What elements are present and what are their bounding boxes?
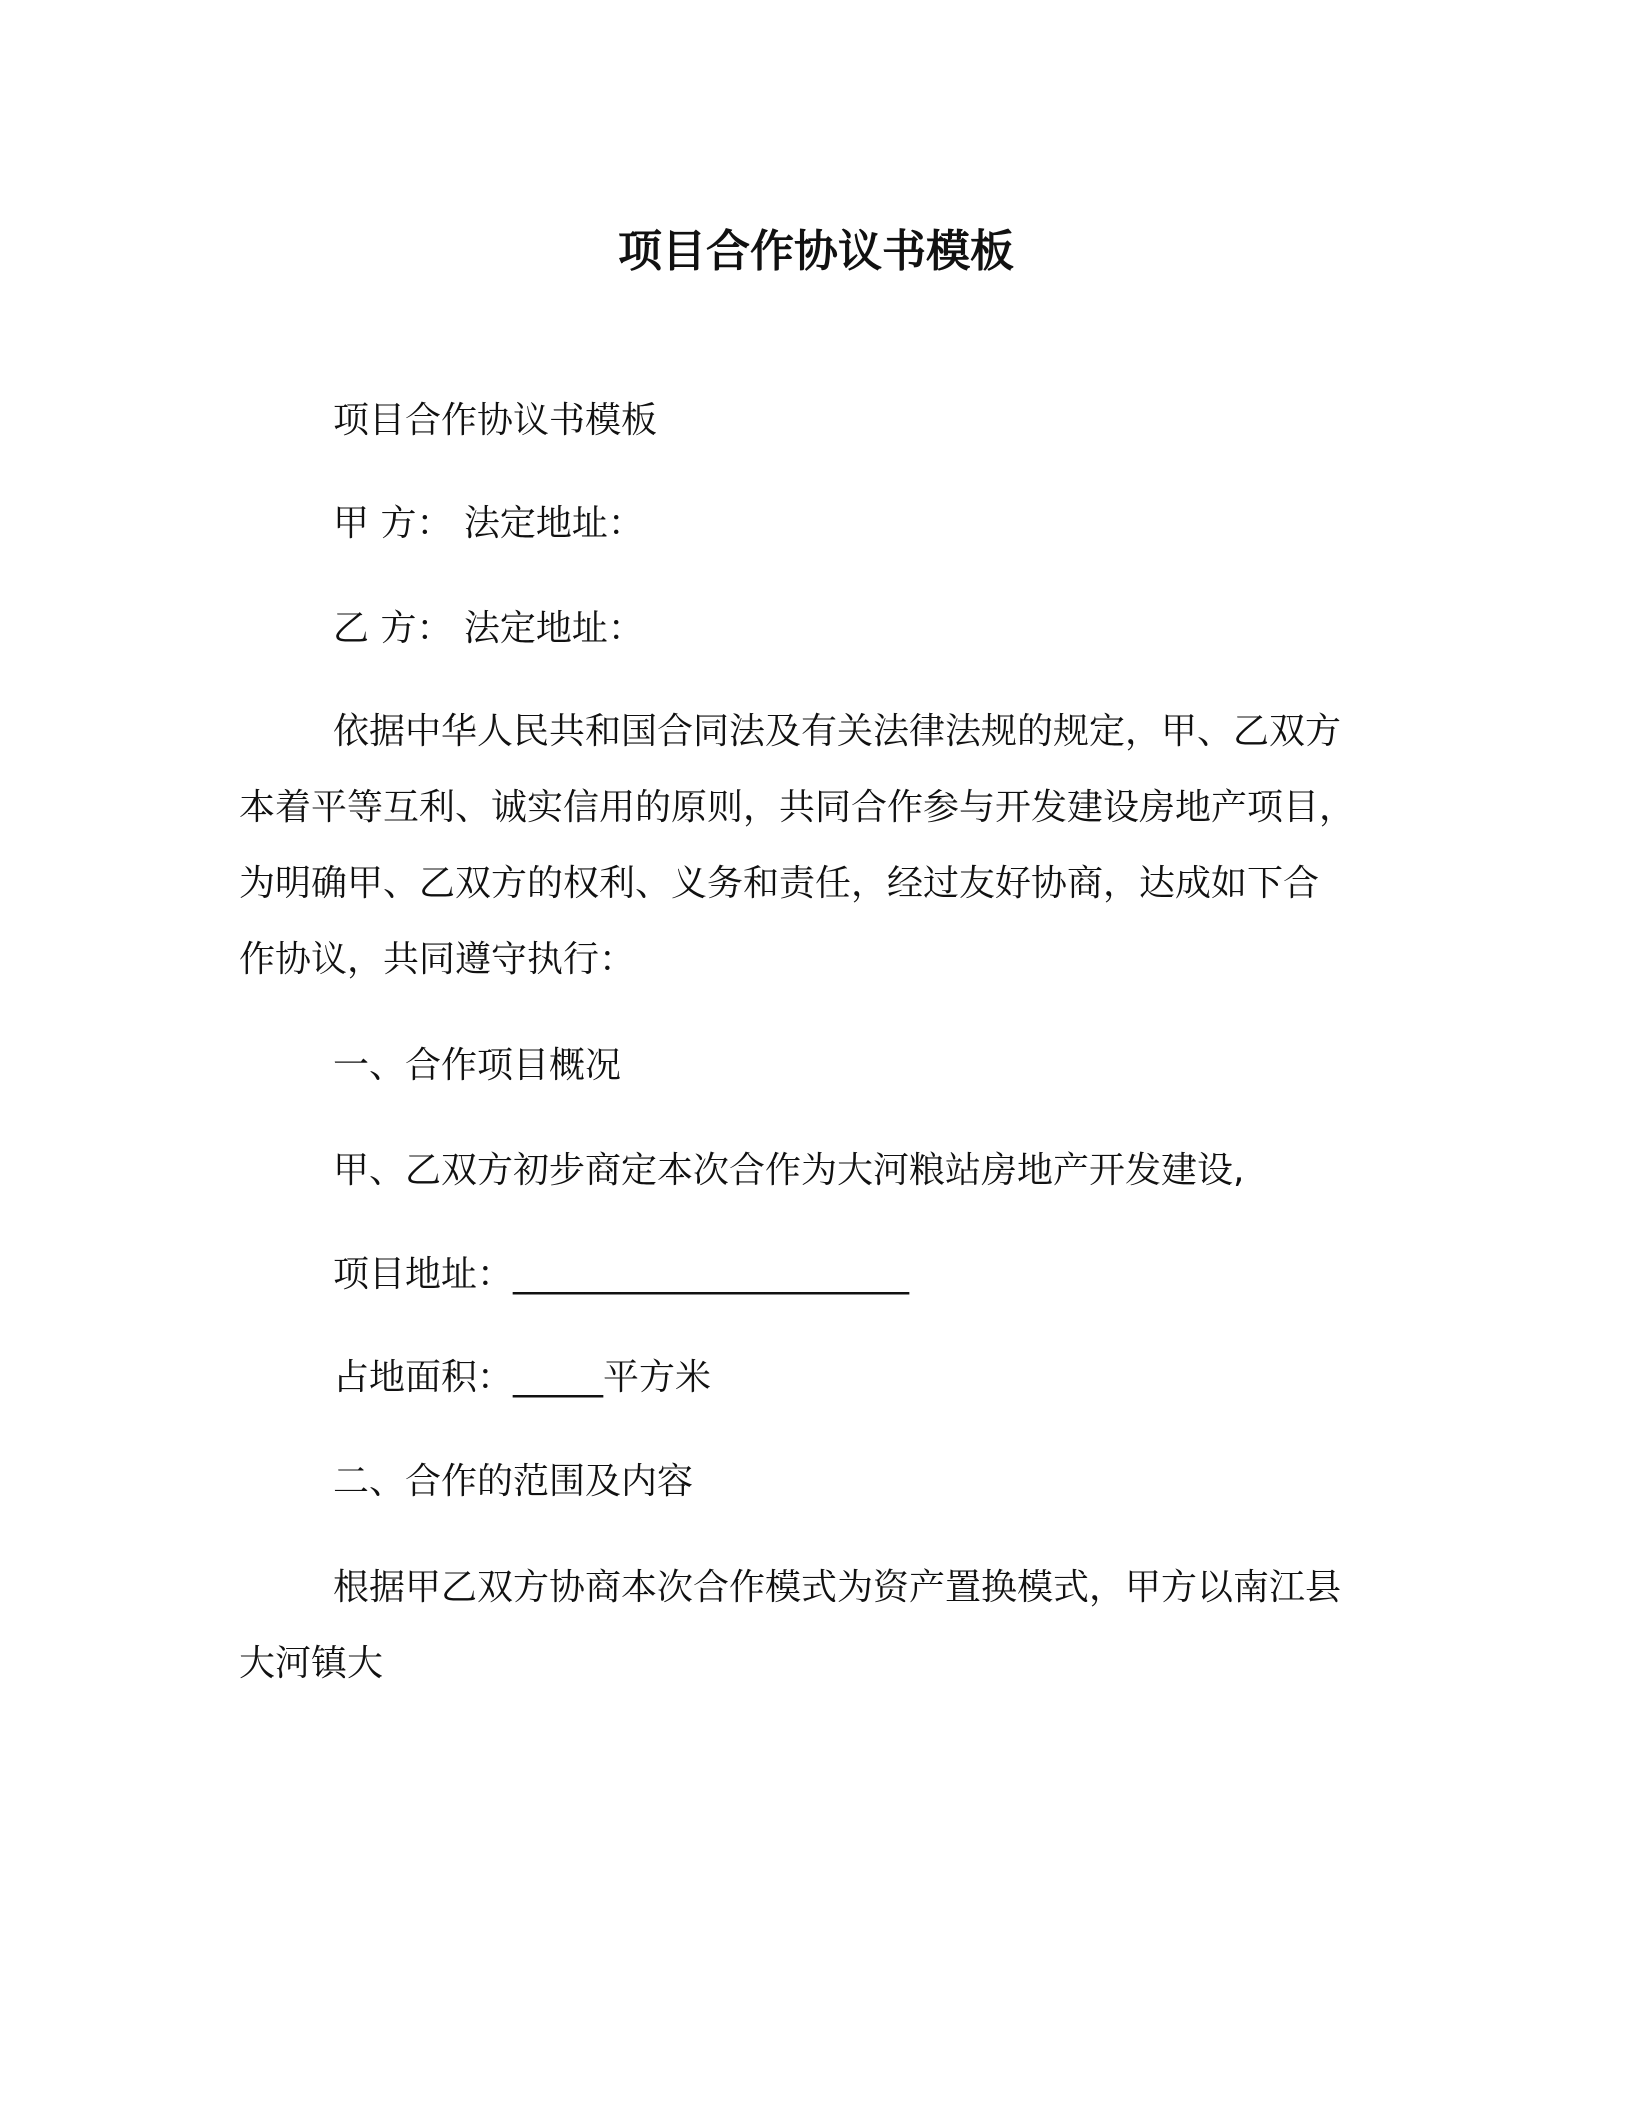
preamble-line-1: 依据中华人民共和国合同法及有关法律法规的规定，甲、乙双方 <box>333 711 1342 752</box>
preamble-line-4: 作协议，共同遵守执行： <box>239 939 636 980</box>
preamble-line-2: 本着平等互利、诚实信用的原则，共同合作参与开发建设房地产项目， <box>239 787 1356 828</box>
party-b-line: 乙 方： 法定地址： <box>333 608 644 649</box>
preamble-line-3: 为明确甲、乙双方的权利、义务和责任，经过友好协商，达成如下合 <box>239 863 1320 904</box>
document-subtitle: 项目合作协议书模板 <box>333 400 658 441</box>
document-title: 项目合作协议书模板 <box>618 226 1014 277</box>
section-1-heading: 一、合作项目概况 <box>333 1045 622 1086</box>
party-a-line: 甲 方： 法定地址： <box>333 503 644 544</box>
section-2-line-2: 大河镇大 <box>239 1643 384 1684</box>
section-1-text: 甲、乙双方初步商定本次合作为大河粮站房地产开发建设, <box>333 1150 1245 1191</box>
section-2-heading: 二、合作的范围及内容 <box>333 1461 694 1502</box>
section-2-line-1: 根据甲乙双方协商本次合作模式为资产置换模式，甲方以南江县 <box>333 1567 1342 1608</box>
land-area-field: 占地面积：_____平方米 <box>333 1357 712 1398</box>
project-address-field: 项目地址：______________________ <box>333 1254 910 1295</box>
